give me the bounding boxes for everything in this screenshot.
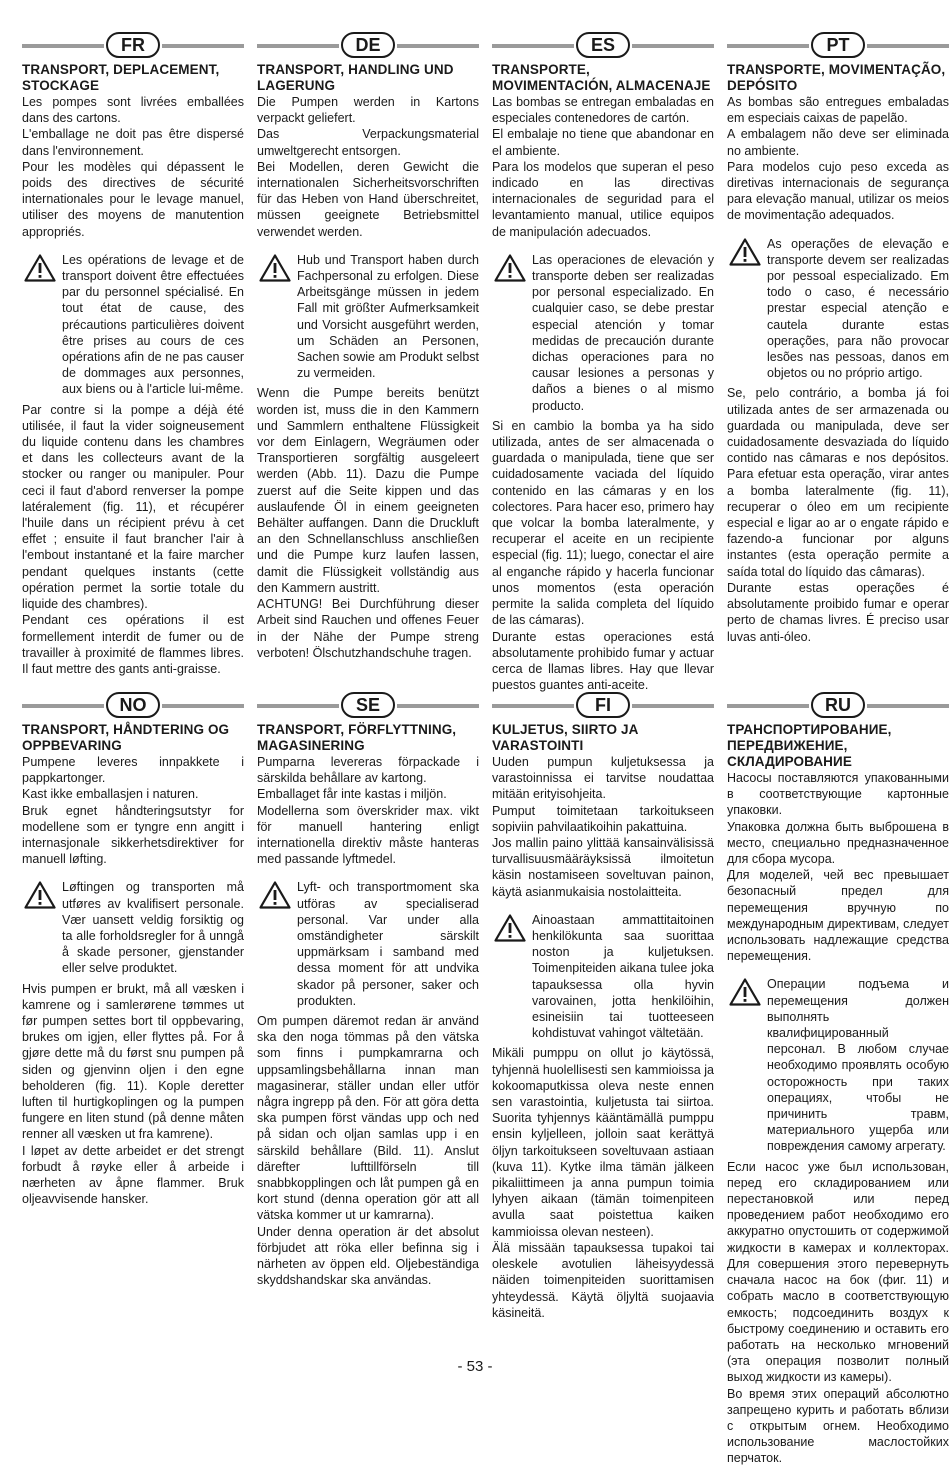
body-paragraph: Mikäli pumppu on ollut jo käytössä, tyhjennä huolellisesti sen kammioissa ja kokoomaputkissa oleva neste ennen sen varastointia, kuljetusta tai siirtoa. Suorita tyhjennys kääntämällä pumppu ensin kyljelleen, jolloin saat kerättyä öljyn tarkoitukseen soveltuvaan astiaan (kuva 11). Kytke ilma tämän jälkeen pikaliittimeen ja anna pumpun toimia lyhyen aikaan (tämän toimenpiteen avulla saat poistettua kaiken kammioissa olevan nesteen). xyxy=(492,1046,714,1239)
intro-paragraph: As bombas são entregues embaladas em especiais caixas de papelão. xyxy=(727,95,949,126)
page-number: - 53 - xyxy=(457,1358,493,1375)
body-paragraph: Durante estas operaciones está absolutamente prohibido fumar y actuar cerca de llamas libres. Hay que llevar puestos guantes anti-aceite. xyxy=(492,629,714,693)
intro-paragraph: Pumpene leveres innpakkete i pappkartonger. xyxy=(22,755,244,786)
warning-text: Les opérations de levage et de transport doivent être effectuées par du personnel spécialisé. En tout état de cause, des précautions particulières doivent être prises au cours de ces opérations afin de ne pas causer de dommages aux personnes, aux biens ou à l'article lui-même. xyxy=(62,252,244,397)
language-header xyxy=(257,34,479,56)
section-pt xyxy=(727,34,949,645)
warning-block xyxy=(492,252,714,414)
header-rule-right xyxy=(632,44,714,48)
section-title: TRANSPORT, HANDLING UND LAGERUNG xyxy=(257,62,454,93)
body-paragraph: Älä missään tapauksessa tupakoi tai oleskele avotulien läheisyydessä näiden toimenpiteiden suorittamisen yhteydessä. Käytä öljyltä suojaavia käsineitä. xyxy=(492,1240,714,1320)
warning-block xyxy=(257,879,479,1009)
header-rule-right xyxy=(162,704,244,708)
body-paragraph: Во время этих операций абсолютно запрещено курить и работать вблизи с открытым огнем. Необходимо использование маслостойких перчаток. xyxy=(727,1386,949,1466)
section-es xyxy=(492,34,714,693)
section-title: TRANSPORT, FÖRFLYTTNING, MAGASINERING xyxy=(257,722,457,753)
warning-block xyxy=(727,236,949,382)
section-ru xyxy=(727,694,949,1467)
body-paragraph: Par contre si la pompe a déjà été utilisée, il faut la vider soigneusement du liquide contenu dans les chambres et dans les collecteurs avant de la stocker ou ranger ou manipuler. Pour ceci il faut d'abord renverser la pompe latéralement (fig. 11), et récupérer l'huile dans un récipient prévu à cet effet ; ensuite il faut brancher l'air à l'embout instantané et la faire marcher pendant quelques instants (cette opération permet la sortie totale du liquide des chambres). xyxy=(22,402,244,612)
warning-text: Операции подъема и перемещения должен выполнять квалифицированный персонал. В любом случае необходимо проявлять особую осторожность при таких операциях, чтобы не причинить травм, материального ущерба или повреждения самому агрегату. xyxy=(767,977,949,1154)
body-paragraph: Wenn die Pumpe bereits benützt worden ist, muss die in den Kammern und Sammlern enthaltene Flüssigkeit vor dem Einlagern, Wegräumen oder Transportieren sorgfältig ausgeleert werden (Abb. 11). Dazu die Pumpe zuerst auf die Seite kippen und das auslaufende Öl in einem geeigneten Behälter auffangen. Dann die Druckluft an den Schnellanschluss anschließen und die Pumpe kurz laufen lassen, damit die Flüssigkeit vollständig aus den Kammern austritt. xyxy=(257,386,479,595)
language-code-badge: SE xyxy=(341,692,395,718)
warning-block xyxy=(22,879,244,976)
language-code-badge: RU xyxy=(811,692,865,718)
intro-paragraph: Uuden pumpun kuljetuksessa ja varastoinnissa ei tarvitse noudattaa mitään erityisohjeita. xyxy=(492,755,714,802)
section-title: KULJETUS, SIIRTO JA VARASTOINTI xyxy=(492,722,638,753)
intro-paragraph: Las bombas se entregan embaladas en especiales contenedores de cartón. xyxy=(492,95,714,126)
warning-text: Las operaciones de elevación y transporte deben ser realizadas por personal especializado. En cualquier caso, se debe prestar especial atención y tomar medidas de precaución durante dichas operaciones para no causar lesiones a personas y daños a bienes o al mismo producto. xyxy=(532,252,714,413)
language-code-badge: FR xyxy=(106,32,160,58)
header-rule-right xyxy=(867,44,949,48)
language-code-badge: PT xyxy=(811,32,865,58)
section-no xyxy=(22,694,244,1207)
intro-paragraph: Pour les modèles qui dépassent le poids des directives de sécurité internationales pour le levage manuel, utiliser des moyens de manutention appropriés. xyxy=(22,159,244,239)
header-rule-left xyxy=(257,44,339,48)
section-title: TRANSPORTE, MOVIMENTACIÓN, ALMACENAJE xyxy=(492,62,711,93)
header-rule-right xyxy=(397,44,479,48)
warning-block xyxy=(22,252,244,398)
warning-triangle-icon xyxy=(24,881,56,909)
header-rule-left xyxy=(257,704,339,708)
section-title: TRANSPORTE, MOVIMENTAÇÃO, DEPÓSITO xyxy=(727,62,946,93)
intro-paragraph: L'emballage ne doit pas être dispersé dans l'environnement. xyxy=(22,127,244,158)
language-header xyxy=(492,34,714,56)
intro-paragraph: Jos mallin paino ylittää kansainvälisissä turvallisuusmääräyksissä ilmoitetun käsin nostamiseen soveltuvan painon, käytä asianmukaisia nostolaitteita. xyxy=(492,836,714,899)
header-rule-left xyxy=(492,704,574,708)
section-title: ТРАНСПОРТИРОВАНИЕ, ПЕРЕДВИЖЕНИЕ, СКЛАДИРОВАНИЕ xyxy=(727,722,892,769)
intro-paragraph: Modellerna som överskrider max. vikt för manuell hantering enligt internationella direktiv måste hanteras med passande lyftmedel. xyxy=(257,803,479,867)
intro-paragraph: A embalagem não deve ser eliminada no ambiente. xyxy=(727,127,949,158)
language-header xyxy=(727,694,949,716)
header-rule-left xyxy=(727,704,809,708)
section-de xyxy=(257,34,479,661)
intro-paragraph: Для моделей, чей вес превышает безопасный предел для перемещения вручную по международным директивам, следует использовать надлежащие средства перемещения. xyxy=(727,868,949,964)
language-header xyxy=(257,694,479,716)
intro-paragraph: Pumparna levereras förpackade i särskilda behållare av kartong. xyxy=(257,755,479,786)
intro-paragraph: Pumput toimitetaan tarkoitukseen sopiviin pahvilaatikoihin pakattuina. xyxy=(492,803,714,834)
warning-block xyxy=(257,252,479,382)
warning-triangle-icon xyxy=(259,881,291,909)
language-header xyxy=(727,34,949,56)
section-title: TRANSPORT, DEPLACEMENT, STOCKAGE xyxy=(22,62,220,93)
language-header xyxy=(22,34,244,56)
section-fr xyxy=(22,34,244,677)
header-rule-right xyxy=(632,704,714,708)
warning-triangle-icon xyxy=(24,254,56,282)
intro-paragraph: Kast ikke emballasjen i naturen. xyxy=(22,787,199,802)
header-rule-right xyxy=(162,44,244,48)
warning-triangle-icon xyxy=(259,254,291,282)
warning-text: Hub und Transport haben durch Fachpersonal zu erfolgen. Diese Arbeitsgänge müssen in jedem Fall mit größter Aufmerksamkeit und Vorsicht ausgeführt werden, um Schäden an Personen, Sachen sowie am Produkt selbst zu vermeiden. xyxy=(297,252,479,381)
body-paragraph: ACHTUNG! Bei Durchführung dieser Arbeit sind Rauchen und offenes Feuer in der Nähe der Pumpe streng verboten! Ölschutzhandschuhe tragen. xyxy=(257,597,479,660)
intro-paragraph: Bei Modellen, deren Gewicht die internationalen Sicherheitsvorschriften für das Heben von Hand überschreitet, müssen geeignete Betriebsmittel verwendet werden. xyxy=(257,159,479,239)
warning-text: Ainoastaan ammattitaitoinen henkilökunta saa suorittaa noston ja kuljetuksen. Toimenpiteiden aikana tulee joka tapauksessa olla hyvin varovainen, jotta henkilöihin, esineisiin tai tuotteeseen kohdistuvat vahingot vältetään. xyxy=(532,912,714,1041)
body-paragraph: I løpet av dette arbeidet er det strengt forbudt å røyke eller å arbeide i nærheten av åpne flammer. Bruk oljeavvisende hansker. xyxy=(22,1143,244,1207)
language-code-badge: DE xyxy=(341,32,395,58)
body-paragraph: Если насос уже был использован, перед его складированием или перестановкой или перед проведением работ необходимо его аккуратно опустошить от содержимой жидкости в камерах и коллекторах. Для совершения этого перевернуть сначала насос на бок (фиг. 11) и собрать масло в соответствующую емкость; подсоединить воздух к быстрому соединению и оставить его работать на несколько мгновений (эта операция позволит полный выход жидкости из камеры). xyxy=(727,1159,949,1385)
header-rule-left xyxy=(22,44,104,48)
intro-paragraph: Die Pumpen werden in Kartons verpackt geliefert. xyxy=(257,95,479,126)
header-rule-left xyxy=(727,44,809,48)
warning-triangle-icon xyxy=(729,238,761,266)
intro-paragraph: Para modelos cujo peso exceda as diretivas internacionais de segurança para elevação manual, utilizar os meios de movimentação adequados. xyxy=(727,159,949,223)
header-rule-left xyxy=(22,704,104,708)
warning-triangle-icon xyxy=(729,978,761,1006)
language-code-badge: NO xyxy=(106,692,160,718)
intro-paragraph: Les pompes sont livrées emballées dans des cartons. xyxy=(22,95,244,126)
header-rule-right xyxy=(397,704,479,708)
intro-paragraph: Bruk egnet håndteringsutstyr for modellene som er tyngre enn angitt i internasjonale sikkerhetsdirektiver for manuell løfting. xyxy=(22,803,244,867)
warning-triangle-icon xyxy=(494,254,526,282)
language-code-badge: ES xyxy=(576,32,630,58)
section-se xyxy=(257,694,479,1289)
warning-text: Lyft- och transportmoment ska utföras av specialiserad personal. Var under alla omständigheter särskilt uppmärksam i samband med dessa moment för att undvika skador på personer, saker och produkten. xyxy=(297,880,479,1008)
section-title: TRANSPORT, HÅNDTERING OG OPPBEVARING xyxy=(22,722,230,753)
body-paragraph: Se, pelo contrário, a bomba já foi utilizada antes de ser armazenada ou guardada ou manipulada, deve ser cuidadosamente desvaziada do líquido contido nas câmaras e nos depósitos. Para efetuar esta operação, virar antes a bomba lateralmente (fig. 11), recuperar o óleo em um recipiente especial e ligar ao ar o engate rápido e fazendo-a funcionar por alguns instantes (esta operação permite a saída total do líquido das câmaras). xyxy=(727,386,949,579)
header-rule-left xyxy=(492,44,574,48)
intro-paragraph: Emballaget får inte kastas i miljön. xyxy=(257,787,447,802)
body-paragraph: Hvis pumpen er brukt, må all væsken i kamrene og i samlerørene tømmes ut før pumpen settes bort til oppbevaring, brukes om igjen, eller flyttes på. For å gjøre dette må du først snu pumpen på siden og gjenvinn oljen i den egne beholderen (fig. 11). Kople deretter luften til hurtigkoplingen og la pumpen fungere en liten stund (på denne måten renner all væsken ut fra kamrene). xyxy=(22,981,244,1142)
intro-paragraph: Упаковка должна быть выброшена в место, специально предназначенное для сбора мусора. xyxy=(727,819,949,867)
warning-block xyxy=(492,912,714,1042)
warning-text: As operações de elevação e transporte devem ser realizadas por pessoal especializado. Em todo o caso, é necessário prestar especial atenção e cautela durante estas operações, para não provocar lesões nas pessoas, danos em objetos ou no próprio artigo. xyxy=(767,236,949,381)
body-paragraph: Pendant ces opérations il est formellement interdit de fumer ou de travailler à proximité de flammes libres. Il faut mettre des gants anti-graisse. xyxy=(22,613,244,676)
body-paragraph: Om pumpen däremot redan är använd ska den noga tömmas på den vätska som finns i pumpkamrarna och uppsamlingsbehållarna innan man magasinerar, ställer undan eller utför några ingrepp på den. För att göra detta ska pumpen först vändas upp och ned på sidan och oljan samlas upp i en särskild behållare (Bild. 11). Anslut därefter lufttillförseln till snabbkopplingen och låt pumpen gå en kort stund (denna operation gör att all vätska kommer ut ur kamrarna). xyxy=(257,1014,479,1223)
body-paragraph: Under denna operation är det absolut förbjudet att röka eller befinna sig i närheten av öppen eld. Oljebeständiga skyddshandskar ska användas. xyxy=(257,1224,479,1288)
body-paragraph: Si en cambio la bomba ya ha sido utilizada, antes de ser almacenada o guardada o manipulada, tiene que ser cuidadosamente vaciada del líquido contenido en las cámaras y en los colectores. Para hacer eso, primero hay que volcar la bomba lateralmente, y recuperar el aceite en un recipiente especial (fig. 11); luego, conectar el aire al enganche rápido y hacerla funcionar unos momentos (esta operación permite la salida completa del líquido de las cámaras). xyxy=(492,418,714,628)
warning-triangle-icon xyxy=(494,914,526,942)
warning-text: Løftingen og transporten må utføres av kvalifisert personale. Vær uansett veldig forsiktig og ta alle forholdsregler for å unngå å skade personer, gjenstander eller selve produktet. xyxy=(62,880,244,976)
intro-paragraph: Para los modelos que superan el peso indicado en las directivas internacionales de seguridad para el levantamiento manual, utilice equipos de manipulación adecuados. xyxy=(492,159,714,239)
warning-block xyxy=(727,976,949,1154)
language-code-badge: FI xyxy=(576,692,630,718)
header-rule-right xyxy=(867,704,949,708)
body-paragraph: Durante estas operações é absolutamente proibido fumar e operar perto de chamas livres. É preciso usar luvas anti-óleo. xyxy=(727,580,949,644)
language-header xyxy=(492,694,714,716)
language-header xyxy=(22,694,244,716)
intro-paragraph: Das Verpackungsmaterial umweltgerecht entsorgen. xyxy=(257,127,479,158)
intro-paragraph: Насосы поставляются упакованными в соответствующие картонные упаковки. xyxy=(727,771,949,818)
section-fi xyxy=(492,694,714,1321)
intro-paragraph: El embalaje no tiene que abandonar en el ambiente. xyxy=(492,127,714,158)
